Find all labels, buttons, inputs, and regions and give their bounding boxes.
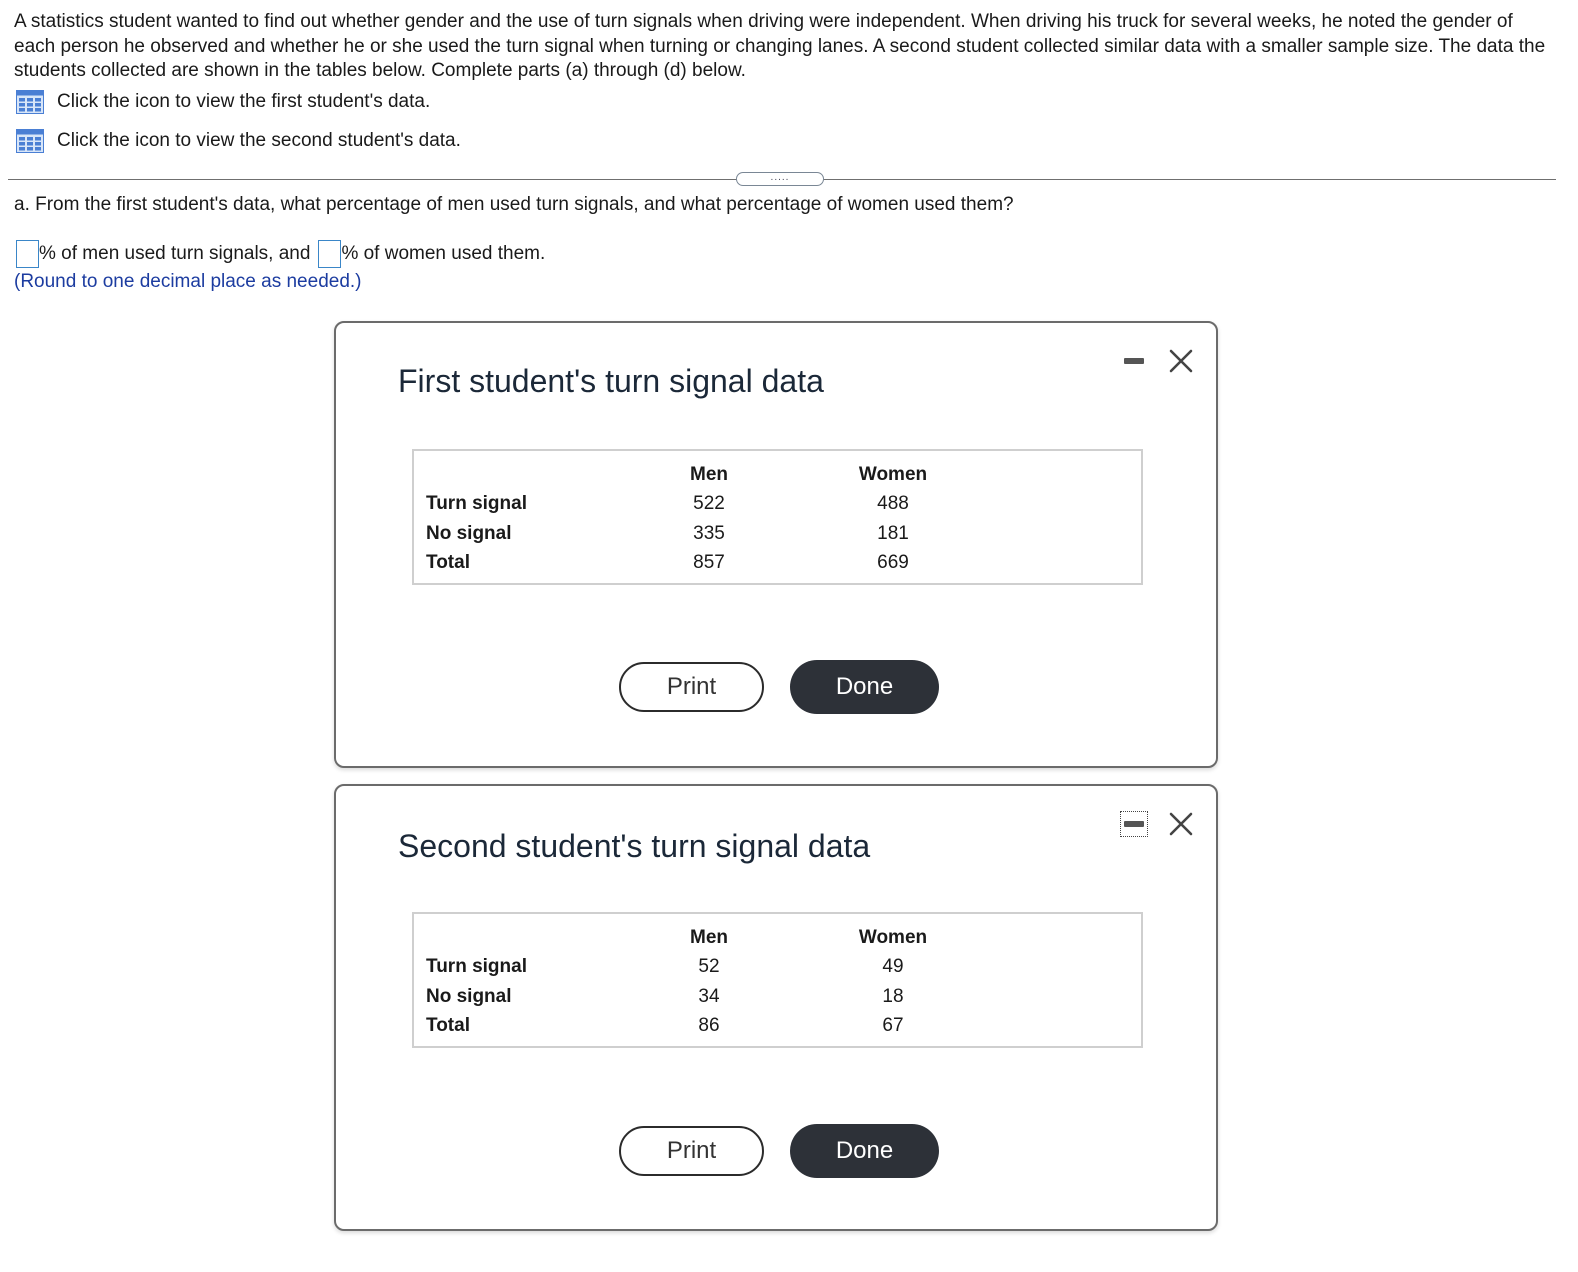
table-row	[426, 982, 956, 1012]
grid-table-icon[interactable]	[16, 90, 44, 114]
done-button[interactable]: Done	[790, 660, 939, 714]
rounding-hint: (Round to one decimal place as needed.)	[14, 271, 362, 292]
answer-line	[16, 238, 545, 270]
minimize-button[interactable]	[1122, 350, 1146, 372]
contingency-table	[426, 923, 956, 1041]
cell-women: 488	[877, 493, 909, 515]
cell-men: 857	[693, 552, 725, 574]
dialog-title: First student's turn signal data	[398, 363, 824, 399]
cell-men: 335	[693, 522, 725, 544]
answer-text-women: % of women used them.	[341, 243, 546, 264]
data-table-container	[412, 912, 1143, 1048]
view-first-data-label: Click the icon to view the first student's data.	[57, 91, 431, 112]
print-button[interactable]: Print	[619, 1126, 764, 1176]
row-label: No signal	[426, 985, 512, 1007]
contingency-table	[426, 460, 956, 578]
expand-toggle-button[interactable]	[736, 172, 824, 186]
close-icon[interactable]	[1168, 348, 1194, 374]
minimize-button[interactable]	[1122, 813, 1146, 835]
minimize-icon	[1124, 358, 1144, 364]
table-row	[426, 549, 956, 579]
view-first-data-link[interactable]	[16, 86, 430, 118]
table-header-women: Women	[858, 926, 928, 948]
cell-men: 86	[698, 1015, 720, 1037]
cell-men: 522	[693, 493, 725, 515]
view-second-data-label: Click the icon to view the second student's data.	[57, 130, 461, 151]
table-row	[426, 1012, 956, 1042]
cell-women: 67	[882, 1015, 904, 1037]
table-row	[426, 953, 956, 983]
grid-table-icon[interactable]	[16, 129, 44, 153]
second-student-data-dialog	[334, 784, 1218, 1231]
row-label: No signal	[426, 522, 512, 544]
cell-women: 18	[882, 985, 904, 1007]
table-header-men: Men	[690, 926, 728, 948]
row-label: Total	[426, 1015, 470, 1037]
cell-men: 52	[698, 956, 720, 978]
table-header	[426, 460, 646, 490]
table-header-women: Women	[858, 463, 928, 485]
dialog-title: Second student's turn signal data	[398, 828, 871, 864]
close-icon[interactable]	[1168, 811, 1194, 837]
table-header-men: Men	[690, 463, 728, 485]
cell-women: 181	[877, 522, 909, 544]
row-label: Turn signal	[426, 956, 527, 978]
cell-women: 49	[882, 956, 904, 978]
view-second-data-link[interactable]	[16, 125, 461, 157]
cell-women: 669	[877, 552, 909, 574]
table-header-row	[426, 460, 956, 490]
table-row	[426, 519, 956, 549]
expand-toggle-dots: .....	[770, 171, 790, 183]
row-label: Total	[426, 552, 470, 574]
cell-men: 34	[698, 985, 720, 1007]
first-student-data-dialog	[334, 321, 1218, 768]
minimize-icon	[1124, 821, 1144, 827]
done-button[interactable]: Done	[790, 1124, 939, 1178]
problem-statement: A statistics student wanted to find out whether gender and the use of turn signals when driving were independent. When driving his truck for several weeks, he noted the gender of each person he observed and whether he or she used the turn signal when turning or changing lanes. A second student collected similar data with a smaller sample size. The data the students collected are shown in the tables below. Complete parts (a) through (d) below.	[14, 11, 1546, 81]
question-a: a. From the first student's data, what percentage of men used turn signals, and what percentage of women used them?	[14, 194, 1014, 215]
men-percentage-input[interactable]	[16, 240, 39, 268]
print-button[interactable]: Print	[619, 662, 764, 712]
answer-text-men: % of men used turn signals, and	[39, 243, 311, 264]
table-row	[426, 490, 956, 520]
row-label: Turn signal	[426, 493, 527, 515]
data-table-container	[412, 449, 1143, 585]
women-percentage-input[interactable]	[318, 240, 341, 268]
table-header	[426, 923, 646, 953]
table-header-row	[426, 923, 956, 953]
